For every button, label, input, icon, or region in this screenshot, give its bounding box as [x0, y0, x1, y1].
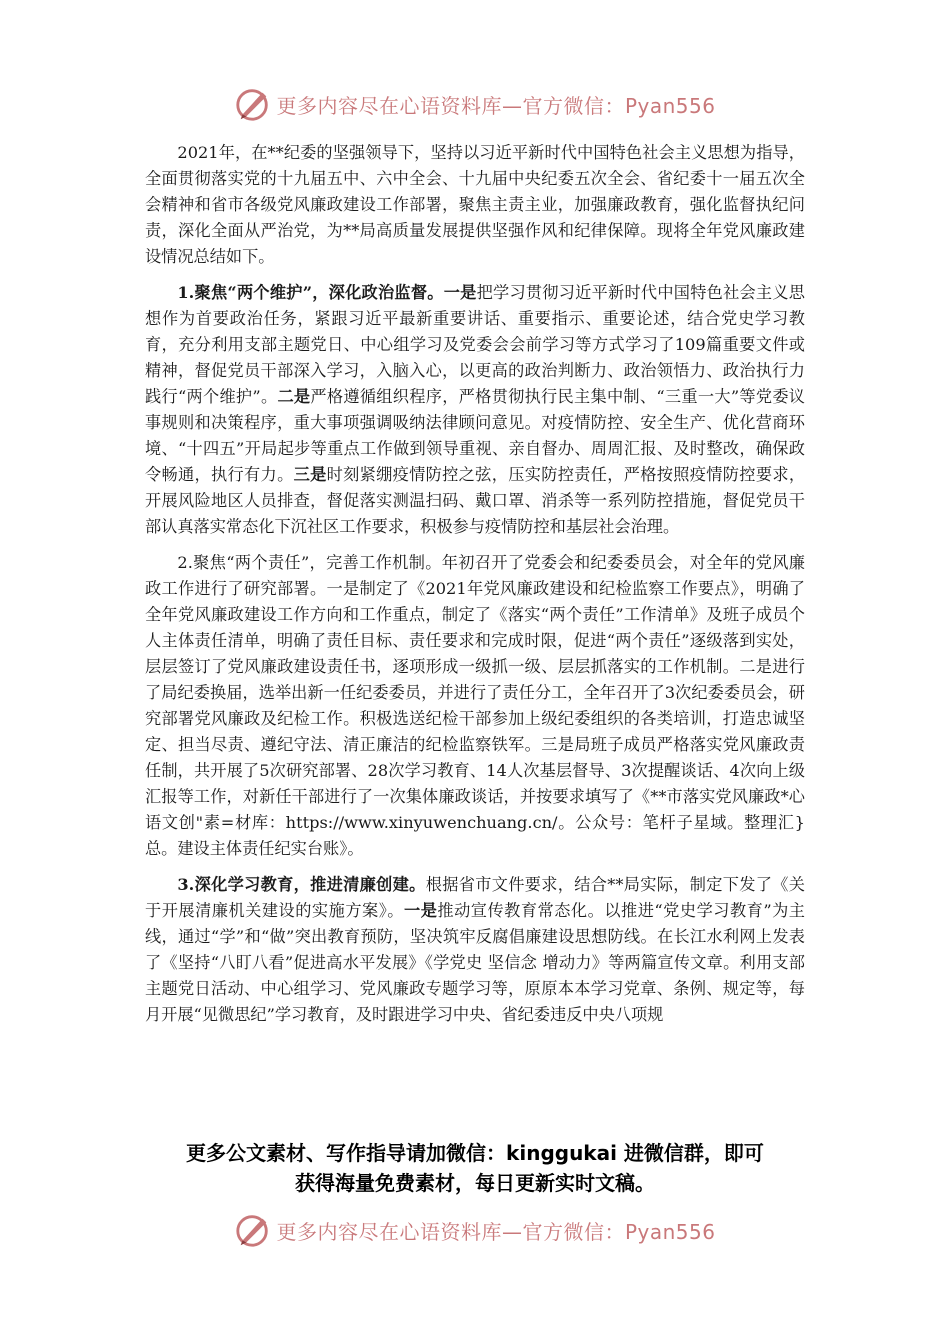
paragraph-section-3 — [145, 872, 805, 1028]
bold-text-run: 1.聚焦“两个维护”，深化政治监督。一是 — [177, 283, 477, 302]
watermark-text: 更多内容尽在心语资料库—官方微信：Pyan556 — [276, 1219, 716, 1244]
text-run: 把学习贯彻习近平新时代中国特色社会主义思想作为首要政治任务，紧跟习近平最新重要讲话、重要指示、重要论述，结合党史学习教育，充分利用支部主题党日、中心组学习及党委会会前学习等方式学习了109篇重要文件或精神，督促党员干部深入学习，入脑入心，以更高的政治判断力、政治领悟力、政治执行力践行“两个维护”。 — [145, 283, 805, 406]
text-run: 根据省市文件要求，结合**局实际，制定下发了《关于开展清廉机关建设的实施方案》。 — [145, 875, 805, 920]
document-body — [145, 140, 805, 1038]
text-run: 推动宣传教育常态化。以推进“党史学习教育”为主线，通过“学”和“做”突出教育预防，坚决筑牢反腐倡廉建设思想防线。在长江水利网上发表了《坚持“八盯八看”促进高水平发展》《学党史 坚信念 增动力》等两篇宣传文章。利用支部主题党日活动、中心组学习、党风廉政专题学习等，原原本本学习党章、条例、规定等，每月开展“见微思纪”学习教育，及时跟进学习中央、省纪委违反中央八项规 — [145, 901, 805, 1024]
paragraph-section-2 — [145, 550, 805, 862]
bold-text-run: 3.深化学习教育，推进清廉创建。 — [177, 875, 426, 894]
promo-notice — [130, 1138, 820, 1198]
paragraph-section-1 — [145, 280, 805, 540]
bold-text-run: 一是 — [404, 901, 438, 920]
bold-text-run: 二是 — [277, 387, 311, 406]
watermark-banner-bottom — [0, 1208, 950, 1252]
pen-logo-icon — [234, 85, 272, 123]
promo-line-2: 获得海量免费素材，每日更新实时文稿。 — [295, 1171, 655, 1195]
text-run: 2.聚焦“两个责任”，完善工作机制。年初召开了党委会和纪委委员会，对全年的党风廉政工作进行了研究部署。一是制定了《2021年党风廉政建设和纪检监察工作要点》，明确了全年党风廉政建设工作方向和工作重点，制定了《落实“两个责任”工作清单》及班子成员个人主体责任清单，明确了责任目标、责任要求和完成时限，促进“两个责任”逐级落到实处，层层签订了党风廉政建设责任书，逐项形成一级抓一级、层层抓落实的工作机制。二是进行了局纪委换届，选举出新一任纪委委员，并进行了责任分工，全年召开了3次纪委委员会，研究部署党风廉政及纪检工作。积极选送纪检干部参加上级纪委组织的各类培训，打造忠诚坚定、担当尽责、遵纪守法、清正廉洁的纪检监察铁军。三是局班子成员严格落实党风廉政责任制，共开展了5次研究部署、28次学习教育、14人次基层督导、3次提醒谈话、4次向上级汇报等工作，对新任干部进行了一次集体廉政谈话，并按要求填写了《**市落实党风廉政*心语文创"素=材库：https://www.xinyuwenchuang.cn/。公众号：笔杆子星域。整理汇}总。建设主体责任纪实台账》。 — [145, 553, 805, 858]
watermark-text: 更多内容尽在心语资料库—官方微信：Pyan556 — [276, 93, 716, 118]
watermark-banner-top — [0, 82, 950, 126]
paragraph-intro — [145, 140, 805, 270]
pen-logo-icon — [234, 1211, 272, 1249]
promo-line-1: 更多公文素材、写作指导请加微信：kinggukai 进微信群，即可 — [186, 1141, 764, 1165]
text-run: 2021年，在**纪委的坚强领导下，坚持以习近平新时代中国特色社会主义思想为指导，全面贯彻落实党的十九届五中、六中全会、十九届中央纪委五次全会、省纪委十一届五次全会精神和省市各级党风廉政建设工作部署，聚焦主责主业，加强廉政教育，强化监督执纪问责，深化全面从严治党，为**局高质量发展提供坚强作风和纪律保障。现将全年党风廉政建设情况总结如下。 — [145, 143, 805, 266]
text-run: 时刻紧绷疫情防控之弦，压实防控责任，严格按照疫情防控要求，开展风险地区人员排查，督促落实测温扫码、戴口罩、消杀等一系列防控措施，督促党员干部认真落实常态化下沉社区工作要求，积极参与疫情防控和基层社会治理。 — [145, 465, 806, 536]
text-run: 严格遵循组织程序，严格贯彻执行民主集中制、“三重一大”等党委议事规则和决策程序，重大事项强调吸纳法律顾问意见。对疫情防控、安全生产、优化营商环境、“十四五”开局起步等重点工作做到领导重视、亲自督办、周周汇报、及时整改，确保政令畅通，执行有力。 — [145, 387, 805, 484]
bold-text-run: 三是 — [293, 465, 327, 484]
